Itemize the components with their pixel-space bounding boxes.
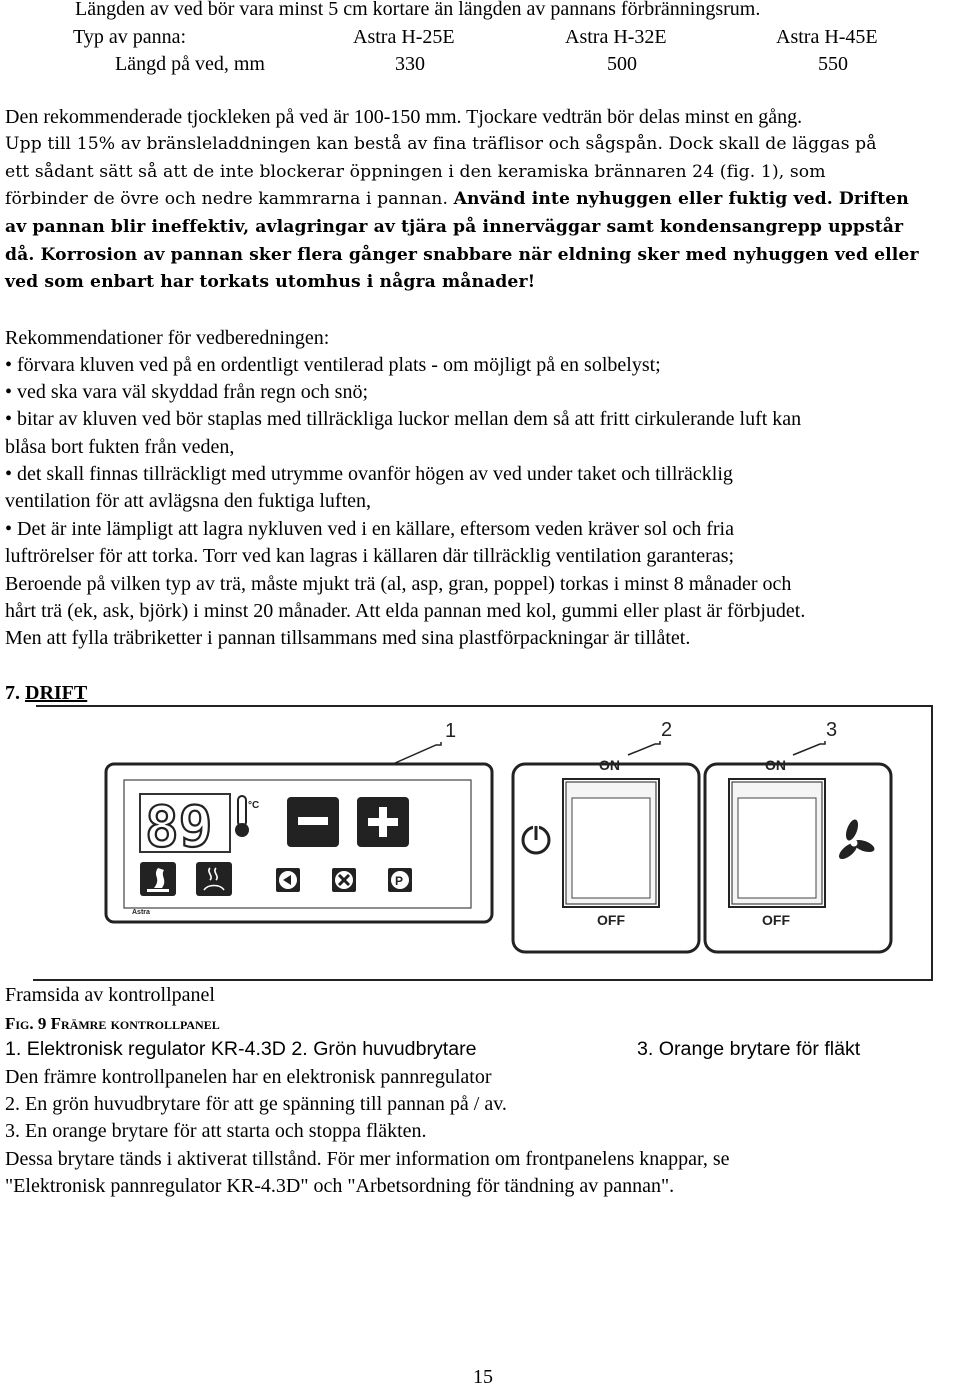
temp-unit: °C <box>248 800 260 811</box>
recommendation-line: • förvara kluven ved på en ordentligt ventilerad plats - om möjligt på en solbelyst; <box>5 354 661 376</box>
table-length-2: 500 <box>607 53 637 75</box>
description-line: Dessa brytare tänds i aktiverat tillstånd. För mer information om frontpanelens knappar, se <box>5 1148 730 1170</box>
callout-3-leader <box>793 741 825 755</box>
figure-caption: Fig. 9 Främre kontrollpanel <box>5 1014 220 1033</box>
recommendation-line: • Det är inte lämpligt att lagra nykluven ved i en källare, eftersom veden kräver sol och fria <box>5 518 734 540</box>
recommendation-line: Men att fylla träbriketter i pannan tillsammans med sina plastförpackningar är tillåtet. <box>5 627 691 649</box>
exhaust-button[interactable] <box>196 862 232 896</box>
table-model-1: Astra H-25E <box>353 26 455 48</box>
recommendation-line: hårt trä (ek, ask, björk) i minst 20 månader. Att elda pannan med kol, gummi eller plast är förbjudet. <box>5 600 806 622</box>
svg-text:P: P <box>395 874 404 888</box>
paragraph-line: Den rekommenderade tjockleken på ved är 100-150 mm. Tjockare vedträn bör delas minst en gång. <box>5 106 803 128</box>
fan-switch[interactable] <box>705 757 891 952</box>
recommendation-line: • ved ska vara väl skyddad från regn och snö; <box>5 381 368 403</box>
description-line: 2. En grön huvudbrytare för att ge spänning till pannan på / av. <box>5 1093 507 1115</box>
section-title: DRIFT <box>25 682 88 704</box>
page-number: 15 <box>473 1366 493 1388</box>
table-length-3: 550 <box>818 53 848 75</box>
section-number: 7. <box>5 682 25 704</box>
table-length-1: 330 <box>395 53 425 75</box>
table-row-label: Längd på ved, mm <box>115 53 265 75</box>
switch-3-on-label: ON <box>765 757 786 773</box>
table-header-label: Typ av panna: <box>73 26 187 48</box>
switch-2-on-label: ON <box>599 757 620 773</box>
table-model-3: Astra H-45E <box>776 26 878 48</box>
caption-front: Framsida av kontrollpanel <box>5 984 215 1006</box>
recommendation-line: luftrörelser för att torka. Torr ved kan lagras i källaren där tillräcklig ventilation garanteras; <box>5 545 735 567</box>
switch-2-off-label: OFF <box>597 912 625 928</box>
warning-line: då. Korrosion av pannan sker flera gånger snabbare när eldning sker med nyhuggen ved eller <box>5 245 919 265</box>
callout-2: 2 <box>661 719 673 741</box>
table-model-2: Astra H-32E <box>565 26 667 48</box>
switch-3-off-label: OFF <box>762 912 790 928</box>
paragraph-text: förbinder de övre och nedre kammrarna i pannan. <box>5 189 454 209</box>
paragraph-line <box>5 186 909 213</box>
legend-line-2: 3. Orange brytare för fläkt <box>637 1038 861 1060</box>
description-line: Den främre kontrollpanelen har en elektronisk pannregulator <box>5 1066 492 1088</box>
callout-3: 3 <box>826 719 838 741</box>
warning-line: av pannan blir ineffektiv, avlagringar av tjära på innerväggar samt kondensangrepp uppstår <box>5 217 904 237</box>
callout-1: 1 <box>445 720 457 742</box>
recommendation-line: • bitar av kluven ved bör staplas med tillräckliga luckor mellan dem så att fritt cirkulerande luft kan <box>5 408 802 430</box>
paragraph-line: Upp till 15% av bränsleladdningen kan bestå av fina träflisor och sågspån. Dock skall de läggas på <box>5 134 877 154</box>
callout-1-leader <box>395 742 441 763</box>
display-value: 89 <box>145 795 213 860</box>
paragraph-line: ett sådant sätt så att de inte blockerar öppningen i den keramiska brännaren 24 (fig. 1), som <box>5 162 826 182</box>
description-line: "Elektronisk pannregulator KR-4.3D" och "Arbetsordning för tändning av pannan". <box>5 1175 675 1197</box>
brand-logo: Astra <box>132 909 150 916</box>
wood-length-note: Längden av ved bör vara minst 5 cm kortare än längden av pannans förbränningsrum. <box>75 0 761 20</box>
control-panel-figure <box>0 695 960 985</box>
recommendation-line: Beroende på vilken typ av trä, måste mjukt trä (al, asp, gran, poppel) torkas i minst 8 månader och <box>5 573 792 595</box>
callout-2-leader <box>628 741 660 755</box>
minus-icon <box>298 817 328 825</box>
legend-line-1: 1. Elektronisk regulator KR-4.3D 2. Grön huvudbrytare <box>5 1038 477 1060</box>
recommendation-line: ventilation för att avlägsna den fuktiga luften, <box>5 490 371 512</box>
warning-line: ved som enbart har torkats utomhus i några månader! <box>5 272 536 292</box>
recommendation-line: blåsa bort fukten från veden, <box>5 436 235 458</box>
recommendations-heading: Rekommendationer för vedberedningen: <box>5 327 330 349</box>
warning-text: Använd inte nyhuggen eller fuktig ved. Driften <box>453 189 909 209</box>
electronic-regulator <box>106 764 492 922</box>
description-line: 3. En orange brytare för att starta och stoppa fläkten. <box>5 1120 427 1142</box>
recommendation-line: • det skall finnas tillräckligt med utrymme ovanför högen av ved under taket och tillräcklig <box>5 463 733 485</box>
main-power-switch[interactable] <box>513 757 699 952</box>
